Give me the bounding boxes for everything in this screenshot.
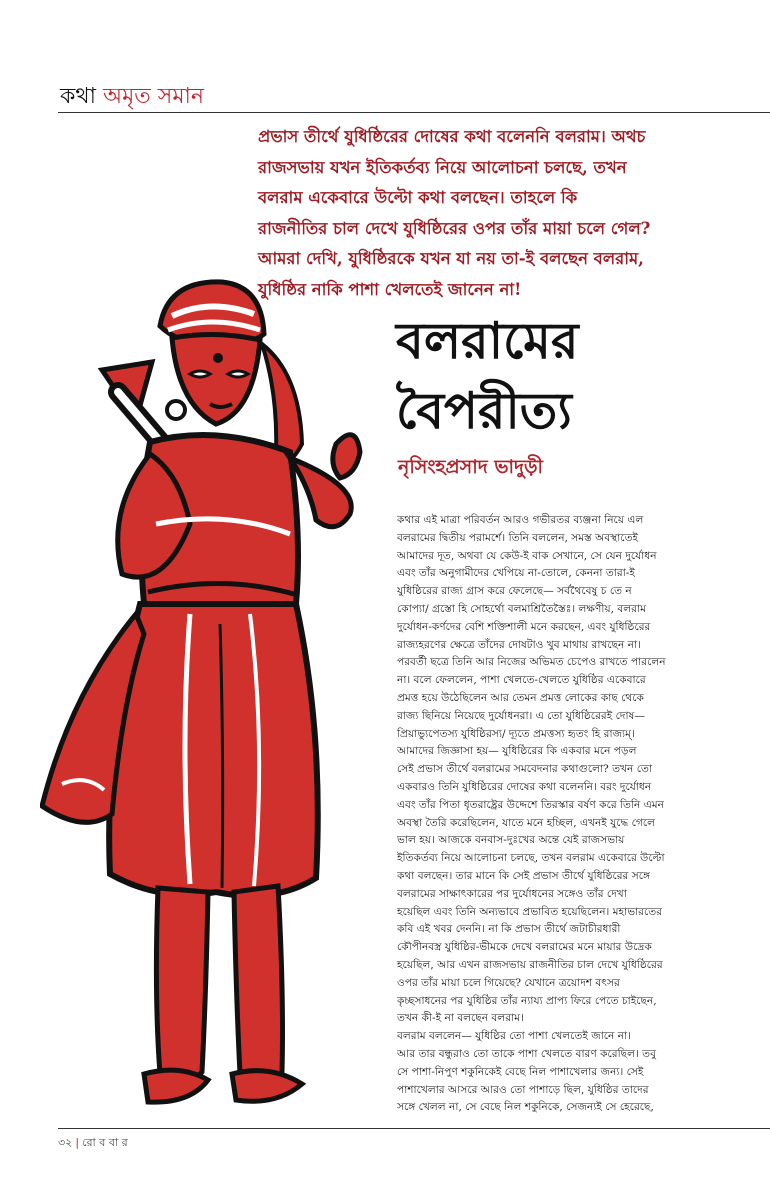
balarama-illustration: [40, 274, 405, 1132]
headline: [396, 306, 716, 446]
standfirst-line: যুধিষ্ঠির নাকি পাশা খেলতেই জানেন না!: [258, 279, 522, 299]
body-line: ইতিকর্তব্য নিয়ে আলোচনা চলছে, তখন বলরাম একেবারে উল্টো: [397, 852, 665, 865]
headline-line2: বৈপরীত্য: [396, 381, 572, 440]
column-title: [60, 84, 204, 110]
body-line: কথার এই মাত্রা পরিবর্তন আরও গভীরতর ব্যঞ্জনা নিয়ে এল: [397, 514, 644, 526]
body-line: সেই প্রভাস তীর্থে বলরামের সমবেদনার কথাগুলো? তখন তো: [397, 763, 653, 776]
body-line: কৌপীনবস্ত্র যুধিষ্ঠির-ভীমকে দেখে বলরামের মনে মায়ার উদ্রেক: [397, 941, 652, 954]
body-line: হয়েছিল, আর এখন রাজসভায় রাজনীতির চাল দেখে যুধিষ্ঠিরের: [397, 958, 663, 971]
footer-rule: [58, 1128, 770, 1129]
body-line: এবং তাঁর অনুগামীদের খেপিয়ে না-তোলে, কেননা তারা-ই: [397, 567, 635, 580]
body-line: পরবর্তী ছত্রে তিনি আর নিজের অভিমত চেপেও রাখতে পারলেন: [397, 656, 666, 669]
body-line: আমাদের দূত, অথবা যে কেউ-ই বাক সেখানে, সে যেন দুর্যোধন: [397, 549, 657, 562]
page-footer: [58, 1134, 128, 1153]
standfirst-line: রাজনীতির চাল দেখে যুধিষ্ঠিরের ওপর তাঁর মায়া চলে গেল?: [258, 218, 651, 238]
body-line: কবি এই খবর দেননি। না কি প্রভাস তীর্থে জটাচীরধারী: [397, 923, 621, 936]
standfirst-line: বলরাম একেবারে উল্টো কথা বলছেন। তাহলে কি: [258, 188, 578, 207]
page-number: ৩২: [58, 1136, 73, 1149]
body-line: বলরাম বললেন— যুধিষ্ঠির তো পাশা খেলতেই জানে না।: [397, 1030, 631, 1043]
body-line: প্রিয়াভ্যুপেতস্য যুধিষ্ঠিরস্য/ দ্যূতে প্রমত্তস্য হৃতং হি রাজ্যম্।: [397, 727, 635, 740]
body-line: না। বলে ফেললেন, পাশা খেলতে-খেলতে যুধিষ্ঠির একেবারে: [397, 674, 646, 687]
body-line: রাজ্য ছিনিয়ে নিয়েছে দুর্যোধনরা। এ তো যুধিষ্ঠিরেরই দোষ—: [397, 709, 645, 722]
body-line: এবং তাঁর পিতা ধৃতরাষ্ট্রের উদ্দেশে তিরস্কার বর্ষণ করে তিনি এমন: [397, 798, 664, 811]
byline: নৃসিংহপ্রসাদ ভাদুড়ী: [398, 456, 543, 478]
standfirst-line: আমরা দেখি, যুধিষ্ঠিরকে যখন যা নয় তা-ই বলছেন বলরাম,: [258, 249, 644, 268]
body-line: একবারও তিনি যুধিষ্ঠিরের দোষের কথা বলেননি। বরং দুর্যোধন: [397, 780, 652, 793]
body-line: ওপর তাঁর মায়া চলে গিয়েছে? যেখানে ত্রয়োদশ বৎসর: [397, 976, 620, 989]
body-line: প্রমত্ত হয়ে উঠেছিলেন আর তেমন প্রমত্ত লোকের কাছ থেকে: [397, 691, 644, 704]
body-line: ভাল হয়। আজকে বনবাস-দুঃখের অন্তে যেই রাজসভায়: [397, 834, 625, 847]
article-body: [397, 512, 717, 1117]
body-line: সঙ্গে খেলল না, সে বেছে নিল শকুনিকে, সেজন্যই সে হেরেছে,: [397, 1101, 654, 1114]
body-line: রাজ্যহরণের ক্ষেত্রে তাঁদের দোষটাও খুব মাথায় রাখছেন না।: [397, 638, 641, 651]
column-title-word1: কথা: [60, 84, 97, 109]
body-line: পাশাখেলার আসরে আরও তো পাশাড়ে ছিল, যুধিষ্ঠির তাদের: [397, 1083, 649, 1096]
body-line: কৃচ্ছসাধনের পর যুধিষ্ঠির তাঁর ন্যায্য প্রাপ্য ফিরে পেতে চাইছেন,: [397, 994, 657, 1007]
header-rule: [58, 112, 770, 113]
body-line: কোপ্যা/ গ্রস্তো হি সোহর্থো বলমাশ্রিতৈস্তৈঃ। লক্ষণীয়, বলরাম: [397, 602, 646, 615]
standfirst-line: প্রভাস তীর্থে যুধিষ্ঠিরের দোষের কথা বলেননি বলরাম। অথচ: [258, 127, 646, 146]
body-line: দুর্যোধন-কর্ণদের বেশি শক্তিশালী মনে করছেন, এবং যুধিষ্ঠিরের: [397, 620, 651, 633]
body-line: বলরামের সাক্ষাৎকারের পর দুর্যোধনের সঙ্গেও তাঁর দেখা: [397, 887, 627, 900]
headline-line1: বলরামের: [396, 311, 579, 370]
footer-separator: |: [75, 1136, 80, 1149]
standfirst-line: রাজসভায় যখন ইতিকর্তব্য নিয়ে আলোচনা চলছে, তখন: [258, 157, 627, 177]
body-line: অবস্থা তৈরি করেছিলেন, যাতে মনে হচ্ছিল, এখনই যুদ্ধে গেলে: [397, 816, 656, 829]
body-line: আর তার বন্ধুরাও তো তাকে পাশা খেলতে বারণ করেছিল। তবু: [397, 1047, 656, 1060]
body-line: হয়েছিল এবং তিনি অন্যভাবে প্রভাবিত হয়েছিলেন। মহাভারতের: [397, 905, 663, 918]
body-line: সে পাশা-নিপুণ শকুনিকেই বেছে নিল পাশাখেলার জন্য। সেই: [397, 1065, 644, 1078]
body-line: তখন কী-ই না বলছেন বলরাম।: [397, 1012, 524, 1025]
body-line: যুধিষ্ঠিরের রাজ্য গ্রাস করে ফেলেছে— সর্বথৈবেষু চ তে ন: [397, 585, 632, 598]
body-line: আমাদের জিজ্ঞাসা হয়— যুধিষ্ঠিরের কি একবার মনে পড়ল: [397, 745, 637, 758]
body-line: কথা বলছেন। তার মানে কি সেই প্রভাস তীর্থে যুধিষ্ঠিরের সঙ্গে: [397, 869, 651, 882]
column-title-word2: অমৃত সমান: [103, 84, 205, 109]
magazine-name: রো ব বা র: [82, 1136, 128, 1149]
body-line: বলরামের দ্বিতীয় পরামর্শে। তিনি বললেন, সমস্ত অবস্থাতেই: [397, 531, 639, 544]
